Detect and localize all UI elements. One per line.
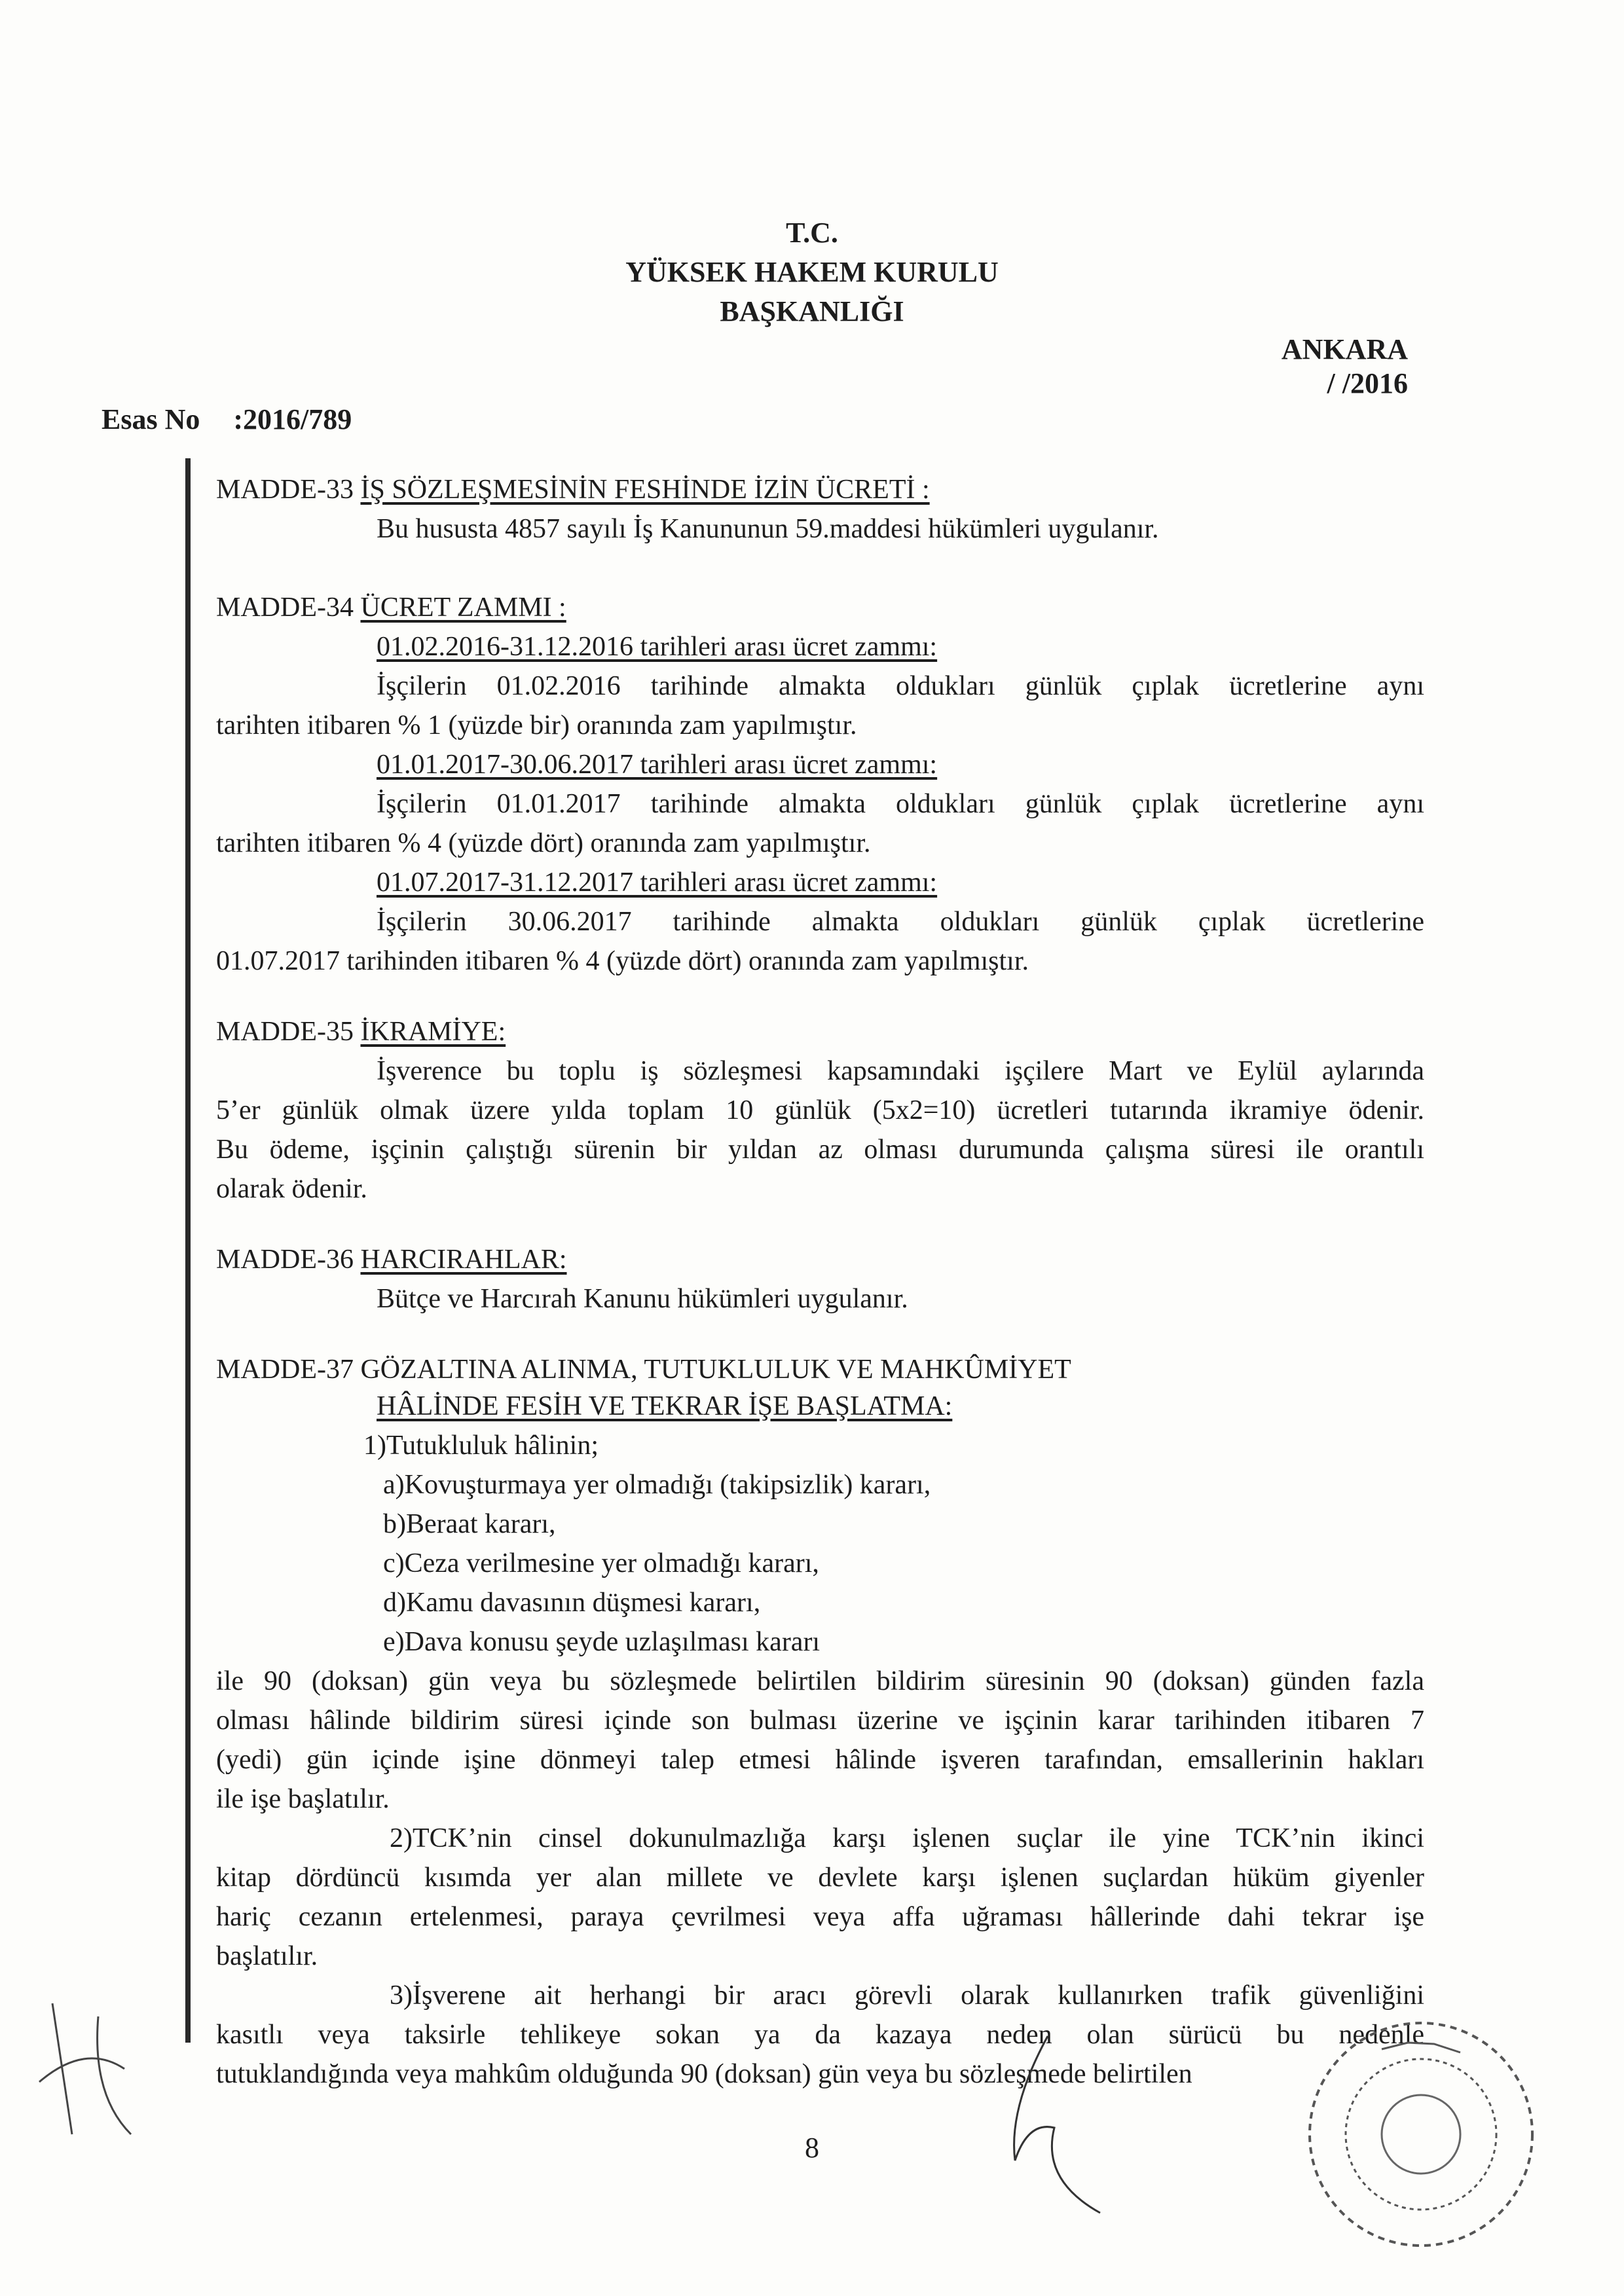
article-34-para-2-line-1: İşçilerin 01.01.2017 tarihinde almakta oldukları günlük çıplak ücretlerine aynı xyxy=(377,789,1424,819)
article-33-title: İŞ SÖZLEŞMESİNİN FESHİNDE İZİN ÜCRETİ : xyxy=(360,475,930,505)
article-34-period-2-text: 01.01.2017-30.06.2017 tarihleri arası ücret zammı: xyxy=(377,750,938,780)
header-line-3: BAŞKANLIĞI xyxy=(720,295,904,327)
page-number: 8 xyxy=(805,2132,819,2164)
article-34-number: MADDE-34 xyxy=(216,592,361,623)
article-34-period-1-text: 01.02.2016-31.12.2016 tarihleri arası ücret zammı: xyxy=(377,632,938,662)
article-37-para-1-line-4: ile işe başlatılır. xyxy=(216,1784,390,1814)
article-36-body: Bütçe ve Harcırah Kanunu hükümleri uygulanır. xyxy=(377,1284,908,1314)
article-36-number: MADDE-36 xyxy=(216,1245,361,1275)
article-37-para-3-line-3: tutuklandığında veya mahkûm olduğunda 90 (doksan) gün veya bu sözleşmede belirtilen xyxy=(216,2059,1192,2089)
article-37-para-1-line-2: olması hâlinde bildirim süresi içinde son bulması üzerine ve işçinin karar tarihinden itibaren 7 xyxy=(216,1705,1424,1736)
article-37-item-1: 1)Tutukluluk hâlinin; xyxy=(363,1430,599,1461)
header-line-1: T.C. xyxy=(786,217,838,249)
article-35-number: MADDE-35 xyxy=(216,1017,361,1047)
article-34-para-3-line-2: 01.07.2017 tarihinden itibaren % 4 (yüzde dört) oranında zam yapılmıştır. xyxy=(216,946,1029,976)
margin-bar xyxy=(185,458,191,2043)
article-33-heading xyxy=(216,473,930,507)
article-37-para-2-line-4: başlatılır. xyxy=(216,1941,318,1971)
article-34-period-1 xyxy=(377,630,937,664)
article-37-item-c: c)Ceza verilmesine yer olmadığı kararı, xyxy=(383,1548,819,1578)
article-34-para-2-line-2: tarihten itibaren % 4 (yüzde dört) oranında zam yapılmıştır. xyxy=(216,828,871,858)
header-line-2: YÜKSEK HAKEM KURULU xyxy=(625,256,999,288)
city: ANKARA xyxy=(1281,333,1408,365)
article-37-title xyxy=(377,1389,952,1423)
case-number-value: :2016/789 xyxy=(233,403,352,435)
article-35-title: İKRAMİYE: xyxy=(360,1017,506,1047)
article-37-para-2-line-3: hariç cezanın ertelenmesi, paraya çevrilmesi veya affa uğraması hâllerinde dahi tekrar işe xyxy=(216,1902,1424,1932)
article-37-para-3-line-2: kasıtlı veya taksirle tehlikeye sokan ya da kazaya neden olan sürücü bu nedenle xyxy=(216,2020,1424,2050)
official-seal-stamp xyxy=(1283,1997,1545,2259)
article-34-period-3-text: 01.07.2017-31.12.2017 tarihleri arası ücret zammı: xyxy=(377,867,938,898)
article-34-heading xyxy=(216,591,566,625)
article-35-line-4: olarak ödenir. xyxy=(216,1174,367,1204)
article-34-para-1-line-2: tarihten itibaren % 1 (yüzde bir) oranında zam yapılmıştır. xyxy=(216,710,857,740)
article-35-line-1: İşverence bu toplu iş sözleşmesi kapsamındaki işçilere Mart ve Eylül aylarında xyxy=(377,1056,1424,1086)
article-37-para-1-line-1: ile 90 (doksan) gün veya bu sözleşmede belirtilen bildirim süresinin 90 (doksan) günden fazla xyxy=(216,1666,1424,1696)
article-36-title: HARCIRAHLAR: xyxy=(360,1245,567,1275)
date: / /2016 xyxy=(1327,367,1408,399)
article-34-period-2 xyxy=(377,748,937,782)
case-number-label: Esas No xyxy=(101,403,200,435)
margin-initials-handwriting xyxy=(26,1977,157,2147)
article-37-para-2-line-1: 2)TCK’nin cinsel dokunulmazlığa karşı işlenen suçlar ile yine TCK’nin ikinci xyxy=(390,1823,1424,1853)
article-35-line-2: 5’er günlük olmak üzere yılda toplam 10 günlük (5x2=10) ücretleri tutarında ikramiye ödenir. xyxy=(216,1095,1424,1125)
signature-handwriting xyxy=(969,2030,1113,2219)
article-34-para-1-line-1: İşçilerin 01.02.2016 tarihinde almakta oldukları günlük çıplak ücretlerine aynı xyxy=(377,671,1424,701)
article-35-line-3: Bu ödeme, işçinin çalıştığı sürenin bir yıldan az olması durumunda çalışma süresi ile orantılı xyxy=(216,1135,1424,1165)
article-37-item-e: e)Dava konusu şeyde uzlaşılması kararı xyxy=(383,1627,821,1657)
article-37-para-1-line-3: (yedi) gün içinde işine dönmeyi talep etmesi hâlinde işveren tarafından, emsallerinin hakları xyxy=(216,1745,1424,1775)
article-36-heading xyxy=(216,1243,567,1277)
article-34-title: ÜCRET ZAMMI : xyxy=(360,592,566,623)
article-37-heading: MADDE-37 GÖZALTINA ALINMA, TUTUKLULUK VE MAHKÛMİYET xyxy=(216,1355,1071,1385)
article-33-body: Bu hususta 4857 sayılı İş Kanununun 59.maddesi hükümleri uygulanır. xyxy=(377,514,1159,544)
article-34-period-3 xyxy=(377,866,937,900)
article-35-heading xyxy=(216,1015,506,1049)
case-number xyxy=(101,403,352,436)
article-37-title-text: HÂLİNDE FESİH VE TEKRAR İŞE BAŞLATMA: xyxy=(377,1391,953,1421)
article-34-para-3-line-1: İşçilerin 30.06.2017 tarihinde almakta oldukları günlük çıplak ücretlerine xyxy=(377,907,1424,937)
article-33-number: MADDE-33 xyxy=(216,475,361,505)
article-37-para-3-line-1: 3)İşverene ait herhangi bir aracı görevli olarak kullanırken trafik güvenliğini xyxy=(390,1980,1424,2011)
article-37-item-d: d)Kamu davasının düşmesi kararı, xyxy=(383,1588,761,1618)
article-37-item-a: a)Kovuşturmaya yer olmadığı (takipsizlik) kararı, xyxy=(383,1470,931,1500)
article-37-item-b: b)Beraat kararı, xyxy=(383,1509,556,1539)
article-37-para-2-line-2: kitap dördüncü kısımda yer alan millete ve devlete karşı işlenen suçlardan hüküm giyenler xyxy=(216,1863,1424,1893)
